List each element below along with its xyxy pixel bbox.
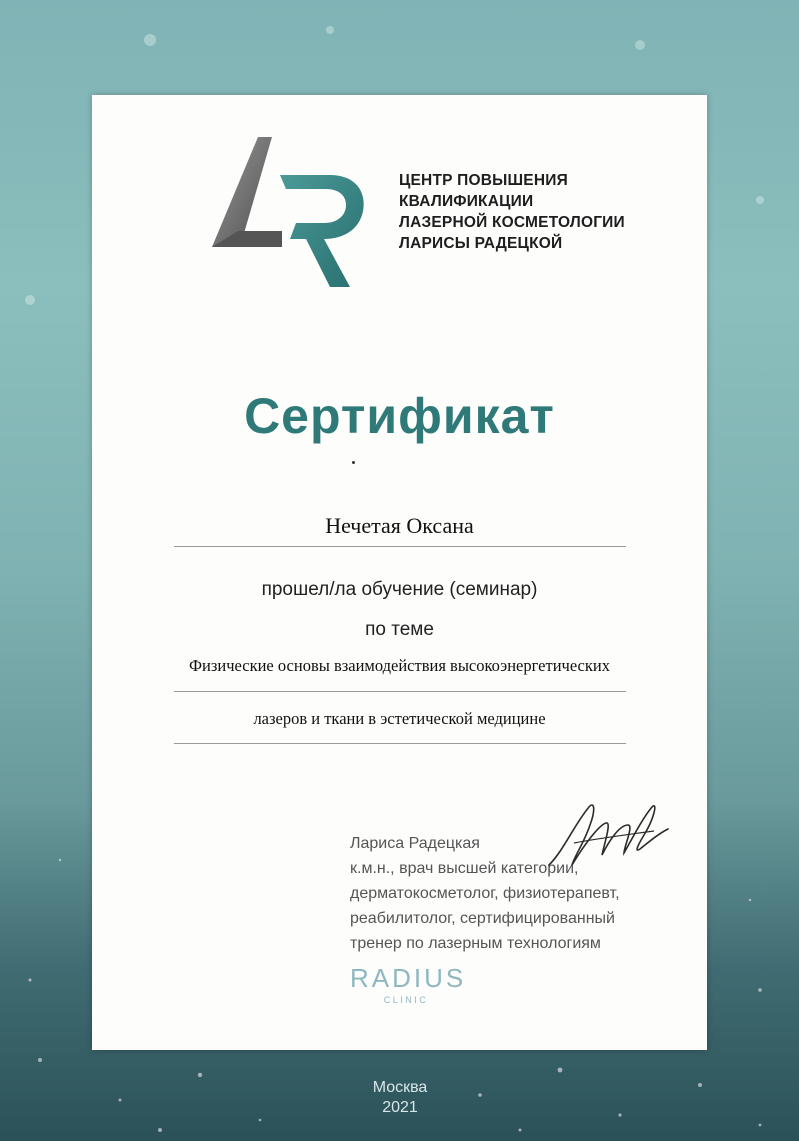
signer-credential: реабилитолог, сертифицированный xyxy=(350,910,615,927)
signer-credential: тренер по лазерным технологиям xyxy=(350,935,601,952)
place-and-year xyxy=(340,1078,460,1118)
name-underline xyxy=(174,546,626,547)
signer-credential: к.м.н., врач высшей категории, xyxy=(350,860,579,877)
recipient-name: Нечетая Оксана xyxy=(325,513,474,538)
passed-training-text: прошел/ла обучение (семинар) xyxy=(261,579,538,600)
radius-clinic-logo: RADIUS xyxy=(350,963,467,993)
radius-clinic-subtitle: CLINIC xyxy=(383,995,429,1005)
organization-line: ЛАЗЕРНОЙ КОСМЕТОЛОГИИ xyxy=(399,214,625,231)
by-topic-label: по теме xyxy=(365,619,434,640)
organization-name xyxy=(399,170,679,254)
organization-line: КВАЛИФИКАЦИИ xyxy=(399,193,534,210)
certificate-title: Сертификат xyxy=(244,388,555,444)
lr-logo-icon xyxy=(210,135,370,290)
signer-name: Лариса Радецкая xyxy=(350,835,480,852)
signer-credential: дерматокосметолог, физиотерапевт, xyxy=(350,885,620,902)
handwritten-signature xyxy=(544,795,674,880)
stray-dot xyxy=(352,461,355,464)
topic-line-2: лазеров и ткани в эстетической медицине xyxy=(253,709,546,728)
city: Москва xyxy=(372,1079,428,1096)
year: 2021 xyxy=(382,1099,418,1116)
topic-line-1: Физические основы взаимодействия высокоэнергетических xyxy=(189,656,610,675)
topic-underline-2 xyxy=(174,743,626,744)
organization-line: ЛАРИСЫ РАДЕЦКОЙ xyxy=(399,235,563,252)
certificate-sheet xyxy=(92,95,707,1050)
organization-line: ЦЕНТР ПОВЫШЕНИЯ xyxy=(399,172,568,189)
topic-underline-1 xyxy=(174,691,626,692)
